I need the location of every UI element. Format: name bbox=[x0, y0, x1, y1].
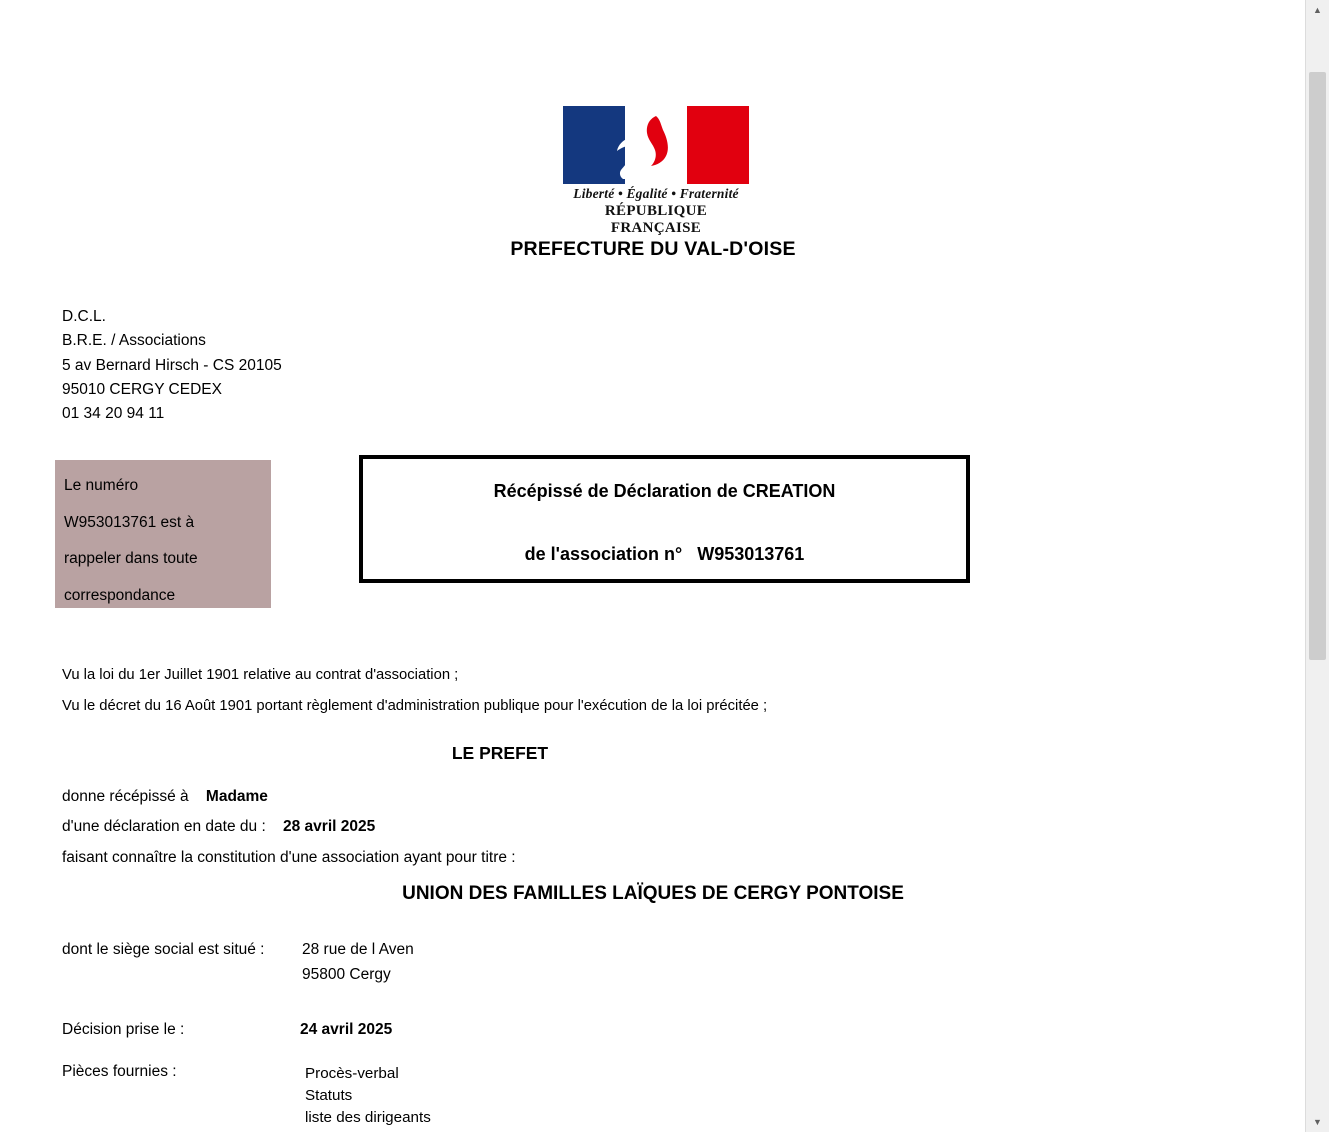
scroll-down-arrow-icon[interactable]: ▼ bbox=[1306, 1112, 1329, 1132]
republique-francaise-emblem bbox=[558, 106, 754, 237]
siege-social-label: dont le siège social est situé : bbox=[62, 941, 265, 958]
declaration-date-label: d'une déclaration en date du : bbox=[62, 818, 266, 835]
numero-reminder-note bbox=[55, 460, 271, 608]
siege-social-address-line-1: 28 rue de l Aven bbox=[302, 941, 414, 958]
decision-date-value: 24 avril 2025 bbox=[300, 1021, 393, 1038]
declaration-date-value: 28 avril 2025 bbox=[283, 818, 376, 835]
association-number-label: de l'association n° bbox=[524, 544, 683, 564]
recipient-value: Madame bbox=[205, 788, 268, 805]
scrollbar-thumb[interactable] bbox=[1309, 72, 1326, 660]
list-item: liste des dirigeants bbox=[305, 1109, 431, 1126]
address-line-2: B.R.E. / Associations bbox=[62, 332, 206, 350]
address-line-4: 95010 CERGY CEDEX bbox=[62, 380, 222, 398]
numero-note-line-2: W953013761 est à bbox=[64, 513, 195, 531]
page-title: PREFECTURE DU VAL-D'OISE bbox=[510, 238, 796, 260]
declaration-date-line bbox=[62, 818, 375, 836]
republique-francaise-text: RÉPUBLIQUE FRANÇAISE bbox=[604, 203, 708, 236]
legal-reference-loi: Vu la loi du 1er Juillet 1901 relative au contrat d'association ; bbox=[62, 667, 459, 683]
vertical-scrollbar[interactable] bbox=[1305, 0, 1329, 1132]
marianne-profile-icon bbox=[609, 110, 703, 182]
devise-text: Liberté • Égalité • Fraternité bbox=[573, 186, 739, 201]
recipient-line bbox=[62, 788, 268, 806]
decision-date-label: Décision prise le : bbox=[62, 1021, 185, 1038]
address-line-3: 5 av Bernard Hirsch - CS 20105 bbox=[62, 356, 282, 374]
association-title: UNION DES FAMILLES LAÏQUES DE CERGY PONTOISE bbox=[402, 883, 904, 904]
legal-reference-decret: Vu le décret du 16 Août 1901 portant règlement d'administration publique pour l'exécution de la loi précitée ; bbox=[62, 698, 768, 714]
scroll-up-arrow-icon[interactable]: ▲ bbox=[1306, 0, 1329, 20]
pieces-fournies-list bbox=[305, 1063, 431, 1129]
numero-note-line-4: correspondance bbox=[64, 586, 176, 604]
numero-note-line-3: rappeler dans toute bbox=[64, 550, 198, 567]
pieces-fournies-label: Pièces fournies : bbox=[62, 1063, 177, 1080]
siege-social-address-line-2: 95800 Cergy bbox=[302, 966, 391, 983]
french-flag-icon bbox=[563, 106, 749, 184]
numero-note-line-1: Le numéro bbox=[64, 477, 139, 494]
list-item: Procès-verbal bbox=[305, 1065, 399, 1082]
recipient-label: donne récépissé à bbox=[62, 788, 189, 805]
recepisse-heading: Récépissé de Déclaration de CREATION bbox=[493, 481, 836, 501]
sender-address-block bbox=[62, 305, 282, 426]
address-line-5: 01 34 20 94 11 bbox=[62, 405, 165, 423]
constitution-line: faisant connaître la constitution d'une association ayant pour titre : bbox=[62, 849, 516, 866]
recepisse-association-number-line bbox=[363, 544, 966, 565]
recepisse-declaration-box bbox=[359, 455, 970, 583]
address-line-1: D.C.L. bbox=[62, 308, 106, 325]
association-number-value: W953013761 bbox=[697, 544, 805, 564]
prefet-heading: LE PREFET bbox=[451, 743, 549, 763]
list-item: Statuts bbox=[305, 1087, 353, 1104]
